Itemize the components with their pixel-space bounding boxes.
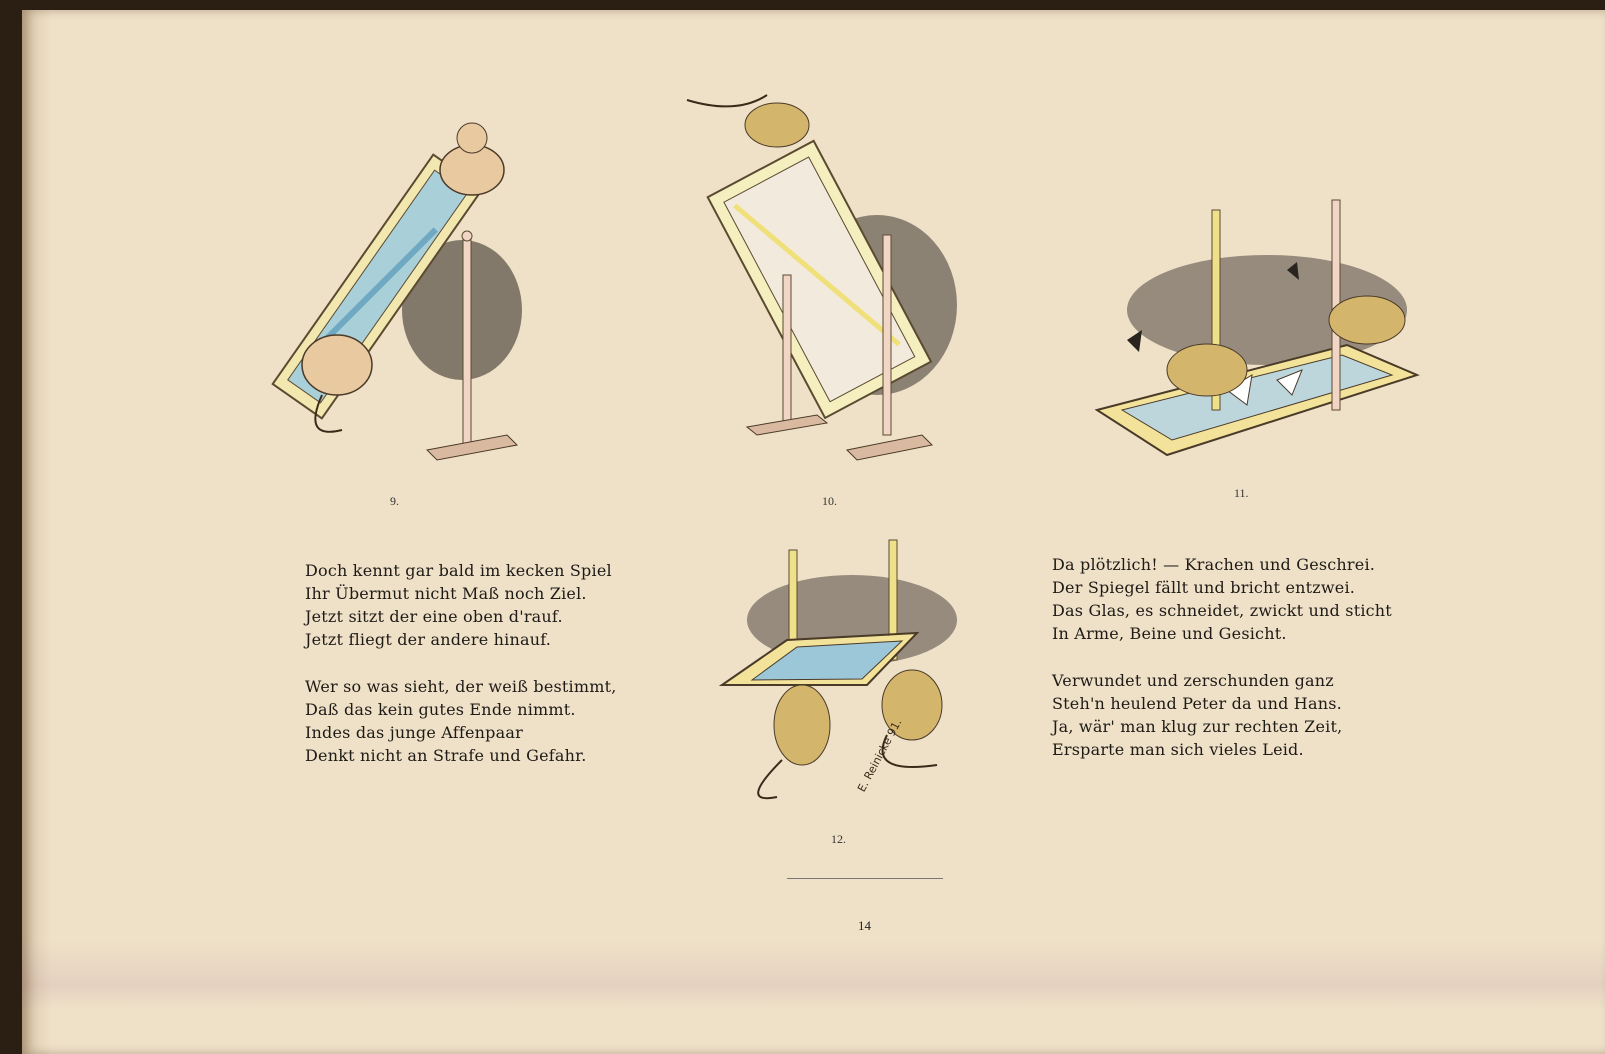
verse-line: Indes das junge Affenpaar bbox=[305, 723, 523, 742]
verse-line: Das Glas, es schneidet, zwickt und sticht bbox=[1052, 601, 1392, 620]
illustration-11 bbox=[1087, 180, 1467, 480]
verse-line: In Arme, Beine und Gesicht. bbox=[1052, 624, 1287, 643]
verse-left bbox=[305, 559, 617, 791]
verse-right bbox=[1052, 553, 1392, 785]
verse-left-stanza-2 bbox=[305, 675, 617, 767]
verse-left-stanza-1 bbox=[305, 559, 617, 651]
verse-line: Denkt nicht an Strafe und Gefahr. bbox=[305, 746, 587, 765]
verse-line: Doch kennt gar bald im kecken Spiel bbox=[305, 561, 612, 580]
verse-right-stanza-2 bbox=[1052, 669, 1392, 761]
page-number: 14 bbox=[858, 918, 871, 933]
verse-right-stanza-1 bbox=[1052, 553, 1392, 645]
illustration-12 bbox=[717, 535, 987, 825]
illustration-9 bbox=[232, 110, 552, 480]
verse-line: Daß das kein gutes Ende nimmt. bbox=[305, 700, 576, 719]
verse-line: Der Spiegel fällt und bricht entzwei. bbox=[1052, 578, 1356, 597]
verse-line: Ja, wär' man klug zur rechten Zeit, bbox=[1052, 717, 1343, 736]
verse-line: Steh'n heulend Peter da und Hans. bbox=[1052, 694, 1342, 713]
verse-line: Ersparte man sich vieles Leid. bbox=[1052, 740, 1304, 759]
book-page bbox=[22, 10, 1605, 1054]
verse-line: Wer so was sieht, der weiß bestimmt, bbox=[305, 677, 617, 696]
verse-line: Jetzt fliegt der andere hinauf. bbox=[305, 630, 552, 649]
verse-line: Ihr Übermut nicht Maß noch Ziel. bbox=[305, 584, 587, 603]
artist-signature: E. Reinicke 91. bbox=[855, 716, 905, 795]
verse-line: Verwundet und zerschunden ganz bbox=[1052, 671, 1334, 690]
footer-rule bbox=[787, 878, 943, 879]
verse-line: Da plötzlich! — Krachen und Geschrei. bbox=[1052, 555, 1376, 574]
verse-line: Jetzt sitzt der eine oben d'rauf. bbox=[305, 607, 563, 626]
caption-10: 10. bbox=[822, 494, 837, 508]
caption-9: 9. bbox=[390, 494, 399, 508]
caption-11: 11. bbox=[1234, 486, 1249, 500]
illustration-10 bbox=[677, 75, 977, 475]
caption-12: 12. bbox=[831, 832, 846, 846]
